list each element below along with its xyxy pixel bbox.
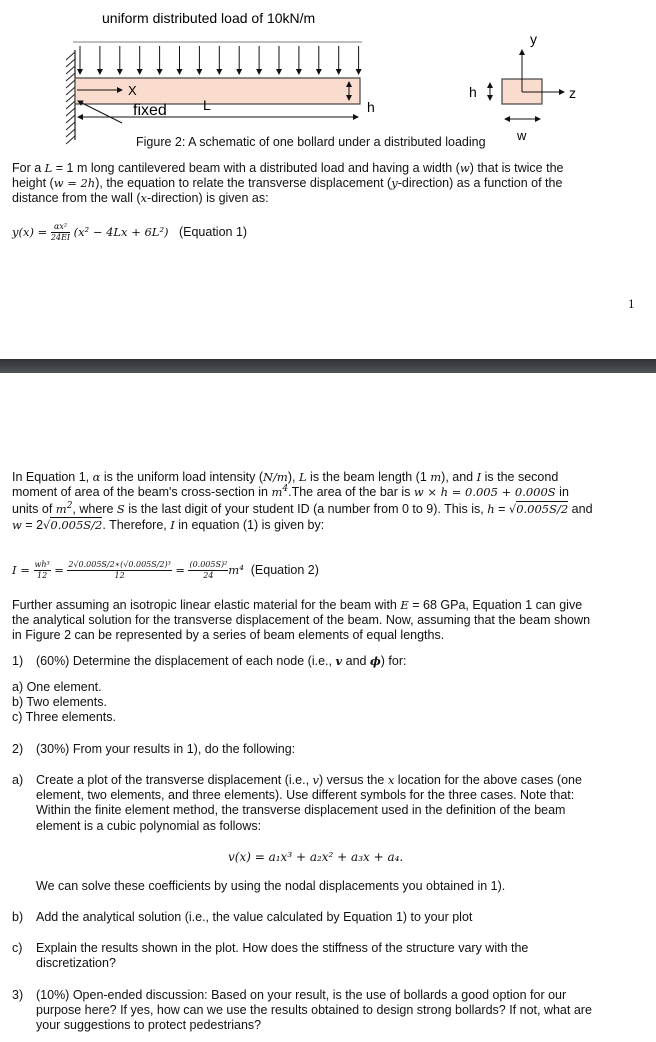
math-run: m	[430, 470, 442, 484]
paragraph-line	[12, 501, 593, 517]
text-run: in Figure 2 can be represented by a series of beam elements of equal lengths.	[12, 628, 445, 642]
paragraph-line	[12, 469, 558, 485]
math-run: w = 2h	[53, 176, 96, 190]
q2b-marker: b)	[12, 910, 24, 924]
eq2-f1-den: 12	[37, 571, 48, 580]
eq2-f2-den: 12	[114, 571, 125, 580]
q3-line: your suggestions to protect pedestrians?	[36, 1018, 262, 1032]
eq2-lhs: I =	[12, 562, 34, 577]
math-symbol: ϕ	[369, 654, 381, 668]
hatch-line	[66, 108, 75, 116]
text-run: element, two elements, and three elements). Use different symbols for the three cases. Note that:	[36, 788, 575, 802]
q2a-line	[36, 772, 582, 788]
text-run: in equation (1) is given by:	[174, 518, 325, 532]
hatch-line	[66, 122, 75, 130]
q2a-marker: a)	[12, 773, 24, 787]
text-run: = 2	[21, 518, 44, 532]
eq1-fraction	[51, 222, 70, 243]
text-run: -direction) is given as:	[147, 191, 269, 205]
hatch-line	[66, 73, 75, 81]
math-run: I	[170, 518, 175, 532]
text-run: units of	[12, 502, 56, 516]
q2a-followup: We can solve these coefficients by using the nodal displacements you obtained in 1).	[36, 879, 506, 893]
hatch-line	[66, 129, 75, 137]
paragraph-line	[12, 175, 562, 191]
paragraph-line	[12, 612, 590, 628]
text-run: Further assuming an isotropic linear elastic material for the beam with	[12, 598, 401, 612]
q2c-line: Explain the results shown in the plot. How does the stiffness of the structure vary with the	[36, 941, 529, 955]
sqrt-expression: √0.005S/2	[43, 518, 103, 532]
eq1-denominator: 24EI	[50, 233, 71, 242]
math-run: w	[12, 518, 22, 532]
text-run: ) for:	[380, 654, 407, 668]
text-run: ), the equation to relate the transverse displacement (	[95, 176, 392, 190]
text-run: = 1 m long cantilevered beam with a distributed load and having a width (	[52, 161, 460, 175]
text-run: ), and	[441, 470, 477, 484]
hatch-line	[66, 115, 75, 123]
math-run: x	[387, 773, 395, 787]
text-run: element is a cubic polynomial as follows:	[36, 819, 262, 833]
wall-hatch-lines	[66, 52, 75, 144]
text-run: = 68 GPa, Equation 1 can give	[408, 598, 583, 612]
paragraph-line	[12, 160, 563, 176]
eq2-f3-den: 24	[203, 571, 214, 580]
math-run: w	[459, 161, 470, 175]
q1-item-b: b) Two elements.	[12, 695, 107, 709]
math-run: S	[116, 502, 125, 516]
eq1-numerator: αx²	[51, 222, 70, 233]
cubic-equation: v(x) = a₁x³ + a₂x² + a₃x + a₄.	[228, 850, 404, 864]
text-run: is the second	[481, 470, 559, 484]
math-run: y	[391, 176, 398, 190]
eq2-label: (Equation 2)	[250, 562, 319, 577]
q2b-text: Add the analytical solution (i.e., the value calculated by Equation 1) to your plot	[36, 910, 473, 924]
math-run: x	[140, 191, 148, 205]
text-run: -direction) as a function of the	[397, 176, 563, 190]
paragraph-line	[12, 597, 582, 613]
eq2-fraction-2	[67, 560, 172, 581]
text-run: location for the above cases (one	[394, 773, 582, 787]
text-run: and	[342, 654, 370, 668]
text-run: =	[494, 502, 509, 516]
hatch-line	[66, 59, 75, 67]
q3-marker: 3)	[12, 988, 24, 1002]
q2a-line	[36, 818, 261, 834]
eq2-f3-num: (0.005S)²	[189, 560, 228, 569]
beam	[75, 78, 360, 104]
cs-z-label: z	[569, 85, 576, 101]
cs-y-label: y	[530, 31, 537, 47]
q2a-line	[36, 802, 565, 818]
eq2-fraction-1	[34, 560, 51, 581]
figure-caption: Figure 2: A schematic of one bollard under a distributed loading	[136, 135, 486, 149]
text-run: In Equation 1,	[12, 470, 93, 484]
paragraph-line	[12, 190, 269, 206]
text-run: moment of area of the beam's cross-section in	[12, 485, 272, 499]
text-run: ) versus the	[319, 773, 388, 787]
hatch-line	[66, 94, 75, 102]
text-run: ),	[287, 470, 299, 484]
text-run: the analytical solution for the transverse displacement of the beam. Now, assuming that the beam shown	[12, 613, 591, 627]
length-label: L	[203, 97, 211, 113]
q1-marker: 1)	[12, 654, 24, 668]
text-run: , where	[72, 502, 117, 516]
hatch-line	[66, 80, 75, 88]
math-run: v	[312, 773, 320, 787]
eq2-f2-num: 2√0.005S/2∗(√0.005S/2)³	[68, 560, 171, 569]
text-run: For a	[12, 161, 45, 175]
cs-w-label: w	[517, 128, 527, 143]
eq2-f1-num: wh³	[34, 560, 50, 569]
q1-item-a: a) One element.	[12, 680, 102, 694]
math-run: L	[298, 470, 307, 484]
cs-h-label: h	[469, 84, 477, 100]
sqrt-expression: √0.005S/2	[508, 502, 569, 516]
paragraph-line	[12, 484, 569, 500]
q2c-line: discretization?	[36, 956, 116, 970]
x-axis-label: X	[128, 83, 137, 98]
paragraph-line	[12, 517, 324, 533]
q2-heading: (30%) From your results in 1), do the following:	[36, 742, 296, 756]
math-run: w × h = 0.005 + 0.000S	[413, 485, 556, 499]
text-run: Create a plot of the transverse displacement (i.e.,	[36, 773, 313, 787]
hatch-line	[66, 66, 75, 74]
text-run: and	[568, 502, 593, 516]
q2c-marker: c)	[12, 941, 23, 955]
math-run: E	[400, 598, 409, 612]
text-run: .The area of the bar is	[288, 485, 414, 499]
hatch-line	[66, 136, 75, 144]
text-run: distance from the wall (	[12, 191, 141, 205]
hatch-line	[66, 101, 75, 109]
math-run: α	[92, 470, 101, 484]
math-run: $m^4$	[271, 484, 289, 499]
text-run: Within the finite element method, the transverse displacement used in the definition of the beam	[36, 803, 566, 817]
height-label: h	[367, 99, 375, 115]
load-arrows	[80, 46, 359, 74]
math-run: h	[487, 502, 495, 516]
paragraph-line	[12, 627, 444, 643]
text-run: in	[555, 485, 569, 499]
text-run: is the uniform load intensity (	[100, 470, 263, 484]
page-number: 1	[628, 296, 635, 311]
q3-line: (10%) Open-ended discussion: Based on your result, is the use of bollards a good option for our	[36, 988, 567, 1002]
q3-line: purpose here? If yes, how can we use the results obtained to design strong bollards? If not, what are	[36, 1003, 592, 1017]
fixed-label: fixed	[133, 102, 167, 119]
text-run: is the beam length (1	[306, 470, 431, 484]
text-run: is the last digit of your student ID (a number from 0 to 9). This is,	[124, 502, 488, 516]
q2-marker: 2)	[12, 742, 24, 756]
text-run: height (	[12, 176, 54, 190]
math-run: N/m	[262, 470, 288, 484]
q2a-line	[36, 787, 574, 803]
q1-text	[36, 653, 407, 669]
math-run: $m^2$	[55, 501, 73, 516]
q1-item-c: c) Three elements.	[12, 710, 116, 724]
text-run: (60%) Determine the displacement of each node (i.e.,	[36, 654, 336, 668]
math-run: I	[476, 470, 482, 484]
load-label: uniform distributed load of 10kN/m	[102, 10, 316, 26]
text-run: . Therefore,	[102, 518, 171, 532]
equation-2: I = $\frac{\text{wh³}}{12}$ = $\frac{\text{2√0.005S/2∗(√0.005S/2)³}}{12}$ = $\frac{\text{(0.005S)²}}{24}$ m⁴ (Equation 2)	[12, 560, 319, 580]
eq2-fraction-3	[188, 560, 228, 581]
text-run: ) that is twice the	[469, 161, 564, 175]
math-symbol: v	[335, 654, 343, 668]
eq1-lhs: y(x) =	[12, 224, 51, 239]
hatch-line	[66, 87, 75, 95]
beam-schematic	[0, 0, 656, 150]
eq2-unit: m⁴	[228, 562, 244, 577]
math-run: L	[44, 161, 53, 175]
eq1-label: (Equation 1)	[178, 224, 248, 239]
hatch-line	[66, 52, 75, 60]
equation-1	[12, 222, 247, 243]
page-separator	[0, 359, 656, 373]
eq1-rest: (x² − 4Lx + 6L²)	[73, 224, 169, 239]
